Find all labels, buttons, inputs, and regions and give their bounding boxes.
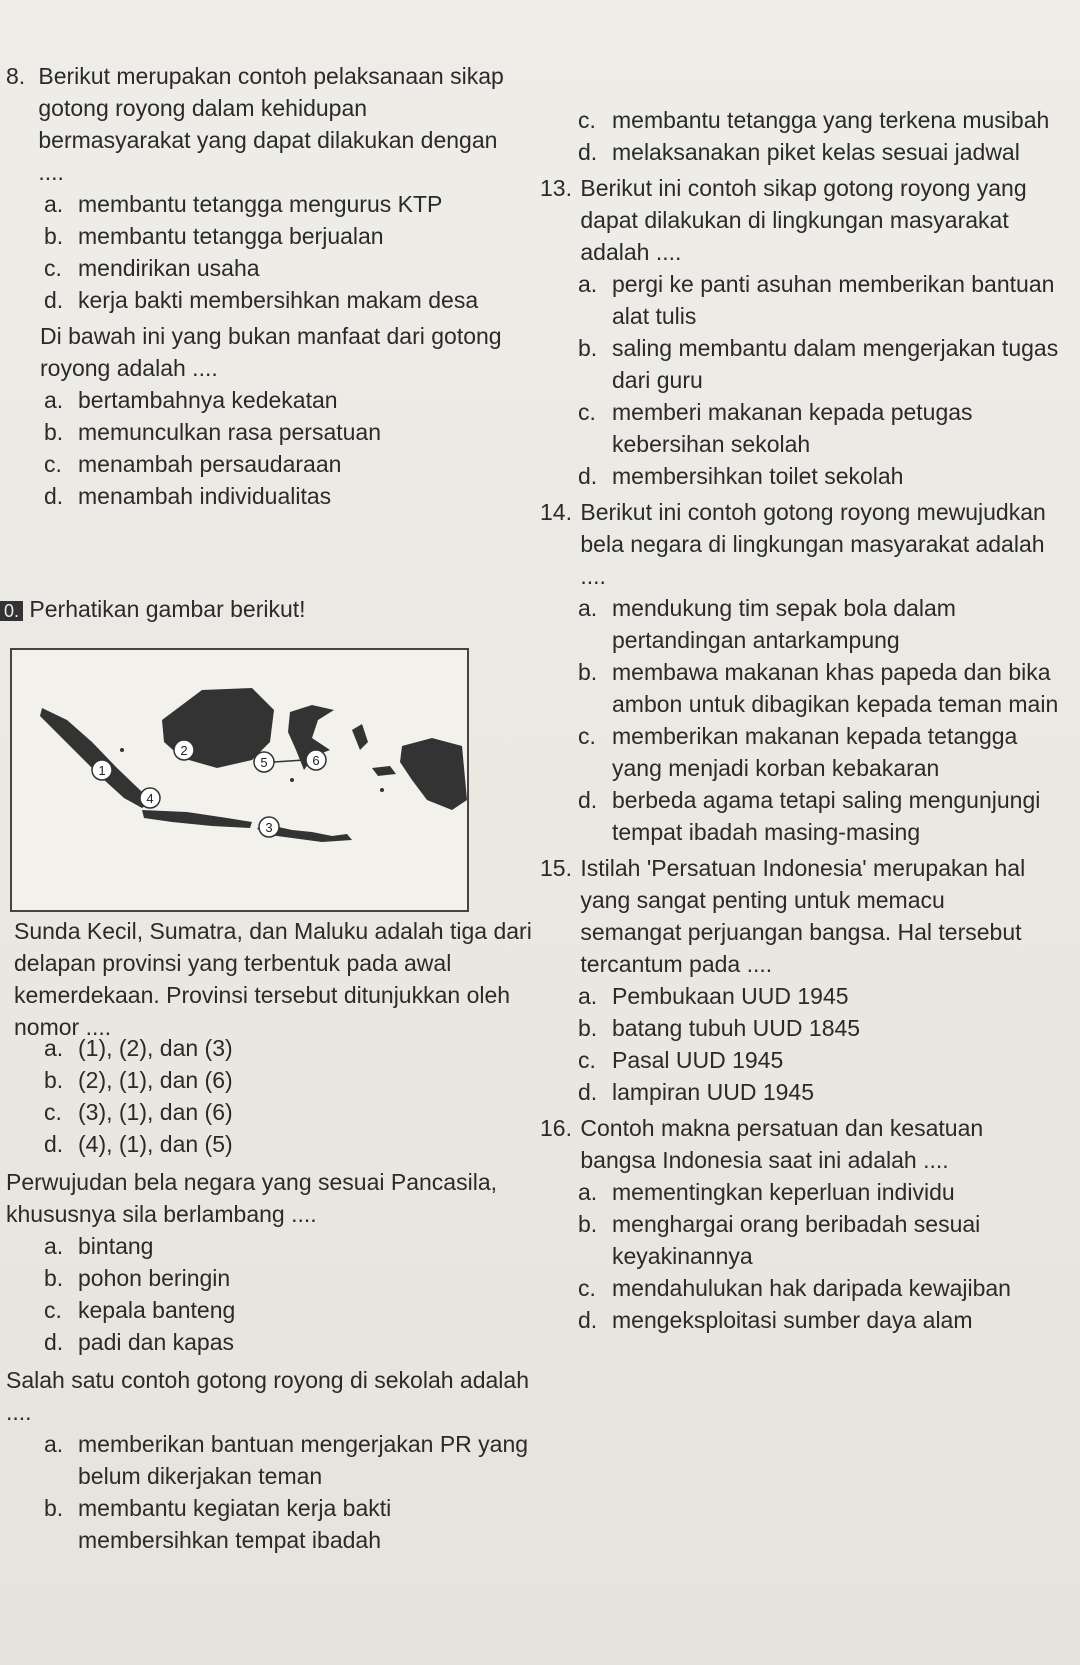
option-a[interactable]: a. mementingkan keperluan individu bbox=[578, 1179, 955, 1205]
java-island bbox=[142, 810, 252, 828]
option-b[interactable]: b. memunculkan rasa persatuan bbox=[44, 419, 381, 445]
map-marker-2 bbox=[174, 740, 194, 760]
option-a[interactable]: a. (1), (2), dan (3) bbox=[44, 1035, 233, 1061]
maluku-islands bbox=[352, 724, 396, 776]
option-c[interactable]: c. memberi makanan kepada petugas kebersihan sekolah bbox=[578, 399, 973, 457]
svg-text:6: 6 bbox=[312, 753, 320, 768]
option-a[interactable]: a. mendukung tim sepak bola dalam pertandingan antarkampung bbox=[578, 595, 956, 653]
option-b[interactable]: b. (2), (1), dan (6) bbox=[44, 1067, 233, 1093]
map-marker-3 bbox=[259, 817, 279, 837]
papua-island bbox=[400, 738, 467, 810]
question-stem: Perhatikan gambar berikut! bbox=[29, 596, 306, 622]
map-marker-4 bbox=[140, 788, 160, 808]
option-c[interactable]: c. memberikan makanan kepada tetangga yang menjadi korban kebakaran bbox=[578, 723, 1018, 781]
q12-option-d[interactable]: d. melaksanakan piket kelas sesuai jadwal bbox=[578, 139, 1020, 165]
option-d[interactable]: d. menambah individualitas bbox=[44, 483, 332, 509]
question-stem: Di bawah ini yang bukan manfaat dari gotong royong adalah .... bbox=[40, 323, 502, 381]
question-number: 15. bbox=[540, 855, 572, 881]
option-d[interactable]: d. berbeda agama tetapi saling mengunjungi tempat ibadah masing-masing bbox=[578, 787, 1041, 845]
option-b[interactable]: b. pohon beringin bbox=[44, 1265, 231, 1291]
question-9 bbox=[6, 320, 526, 512]
right-column bbox=[540, 104, 1070, 1336]
question-stem: Berikut ini contoh sikap gotong royong yang dapat dilakukan di lingkungan masyarakat adalah .... bbox=[580, 175, 1027, 265]
question-number: 8. bbox=[6, 63, 26, 89]
question-stem: Berikut ini contoh gotong royong mewujudkan bela negara di lingkungan masyarakat adalah .... bbox=[580, 499, 1046, 589]
question-stem-continued: Sunda Kecil, Sumatra, dan Maluku adalah tiga dari delapan provinsi yang terbentuk pada awal kemerdekaan. Provinsi tersebut ditunjukkan oleh nomor .... bbox=[14, 918, 532, 1040]
svg-text:5: 5 bbox=[260, 755, 268, 770]
option-a[interactable]: a. membantu tetangga mengurus KTP bbox=[44, 191, 443, 217]
option-b[interactable]: b. membantu tetangga berjualan bbox=[44, 223, 384, 249]
option-d[interactable]: d. lampiran UUD 1945 bbox=[578, 1079, 814, 1105]
indonesia-map-svg bbox=[12, 650, 467, 910]
option-c[interactable]: c. Pasal UUD 1945 bbox=[578, 1047, 784, 1073]
question-number: 0. bbox=[0, 601, 23, 621]
option-d[interactable]: d. (4), (1), dan (5) bbox=[44, 1131, 233, 1157]
svg-text:1: 1 bbox=[98, 763, 106, 778]
question-number: 14. bbox=[540, 499, 572, 525]
q12-option-c[interactable]: c. membantu tetangga yang terkena musibah bbox=[578, 107, 1050, 133]
question-stem: Berikut merupakan contoh pelaksanaan sikap gotong royong dalam kehidupan bermasyarakat yang dapat dilakukan dengan .... bbox=[38, 63, 504, 185]
question-15 bbox=[540, 852, 1070, 1108]
svg-text:4: 4 bbox=[146, 791, 154, 806]
option-d[interactable]: d. padi dan kapas bbox=[44, 1329, 235, 1355]
question-stem: Contoh makna persatuan dan kesatuan bangsa Indonesia saat ini adalah .... bbox=[580, 1115, 984, 1173]
question-12 bbox=[6, 1364, 536, 1556]
question-number: 13. bbox=[540, 175, 572, 201]
question-number: 16. bbox=[540, 1115, 572, 1141]
indonesia-map-figure bbox=[10, 648, 469, 912]
map-marker-5 bbox=[254, 752, 274, 772]
question-10-header bbox=[0, 596, 306, 623]
option-b[interactable]: b. membantu kegiatan kerja bakti membersihkan tempat ibadah bbox=[44, 1495, 392, 1553]
question-14 bbox=[540, 496, 1070, 848]
option-b[interactable]: b. menghargai orang beribadah sesuai keyakinannya bbox=[578, 1211, 981, 1269]
svg-text:2: 2 bbox=[180, 743, 188, 758]
left-column bbox=[6, 60, 526, 514]
map-marker-1 bbox=[92, 760, 112, 780]
question-13 bbox=[540, 172, 1070, 492]
option-d[interactable]: d. mengeksploitasi sumber daya alam bbox=[578, 1307, 973, 1333]
question-11 bbox=[6, 1166, 536, 1358]
question-stem: Salah satu contoh gotong royong di sekolah adalah .... bbox=[6, 1367, 530, 1425]
map-marker-6 bbox=[306, 750, 326, 770]
option-b[interactable]: b. membawa makanan khas papeda dan bika ambon untuk dibagikan kepada teman main bbox=[578, 659, 1059, 717]
question-16 bbox=[540, 1112, 1070, 1336]
option-a[interactable]: a. bintang bbox=[44, 1233, 154, 1259]
question-10-continuation bbox=[14, 915, 534, 1043]
question-8 bbox=[6, 60, 526, 316]
svg-text:3: 3 bbox=[265, 820, 273, 835]
option-c[interactable]: c. menambah persaudaraan bbox=[44, 451, 342, 477]
option-c[interactable]: c. mendirikan usaha bbox=[44, 255, 260, 281]
option-b[interactable]: b. batang tubuh UUD 1845 bbox=[578, 1015, 861, 1041]
option-a[interactable]: a. bertambahnya kedekatan bbox=[44, 387, 338, 413]
option-c[interactable]: c. mendahulukan hak daripada kewajiban bbox=[578, 1275, 1011, 1301]
option-d[interactable]: d. membersihkan toilet sekolah bbox=[578, 463, 904, 489]
option-a[interactable]: a. Pembukaan UUD 1945 bbox=[578, 983, 849, 1009]
left-lower-column bbox=[6, 1032, 536, 1556]
option-c[interactable]: c. kepala banteng bbox=[44, 1297, 236, 1323]
option-a[interactable]: a. pergi ke panti asuhan memberikan bantuan alat tulis bbox=[578, 271, 1055, 329]
option-b[interactable]: b. saling membantu dalam mengerjakan tugas dari guru bbox=[578, 335, 1059, 393]
option-d[interactable]: d. kerja bakti membersihkan makam desa bbox=[44, 287, 479, 313]
question-stem: Istilah 'Persatuan Indonesia' merupakan hal yang sangat penting untuk memacu semangat perjuangan bangsa. Hal tersebut tercantum pada .... bbox=[580, 855, 1026, 977]
option-a[interactable]: a. memberikan bantuan mengerjakan PR yang belum dikerjakan teman bbox=[44, 1431, 529, 1489]
sumatra-island bbox=[40, 708, 152, 808]
question-stem: Perwujudan bela negara yang sesuai Pancasila, khususnya sila berlambang .... bbox=[6, 1169, 497, 1227]
option-c[interactable]: c. (3), (1), dan (6) bbox=[44, 1099, 233, 1125]
